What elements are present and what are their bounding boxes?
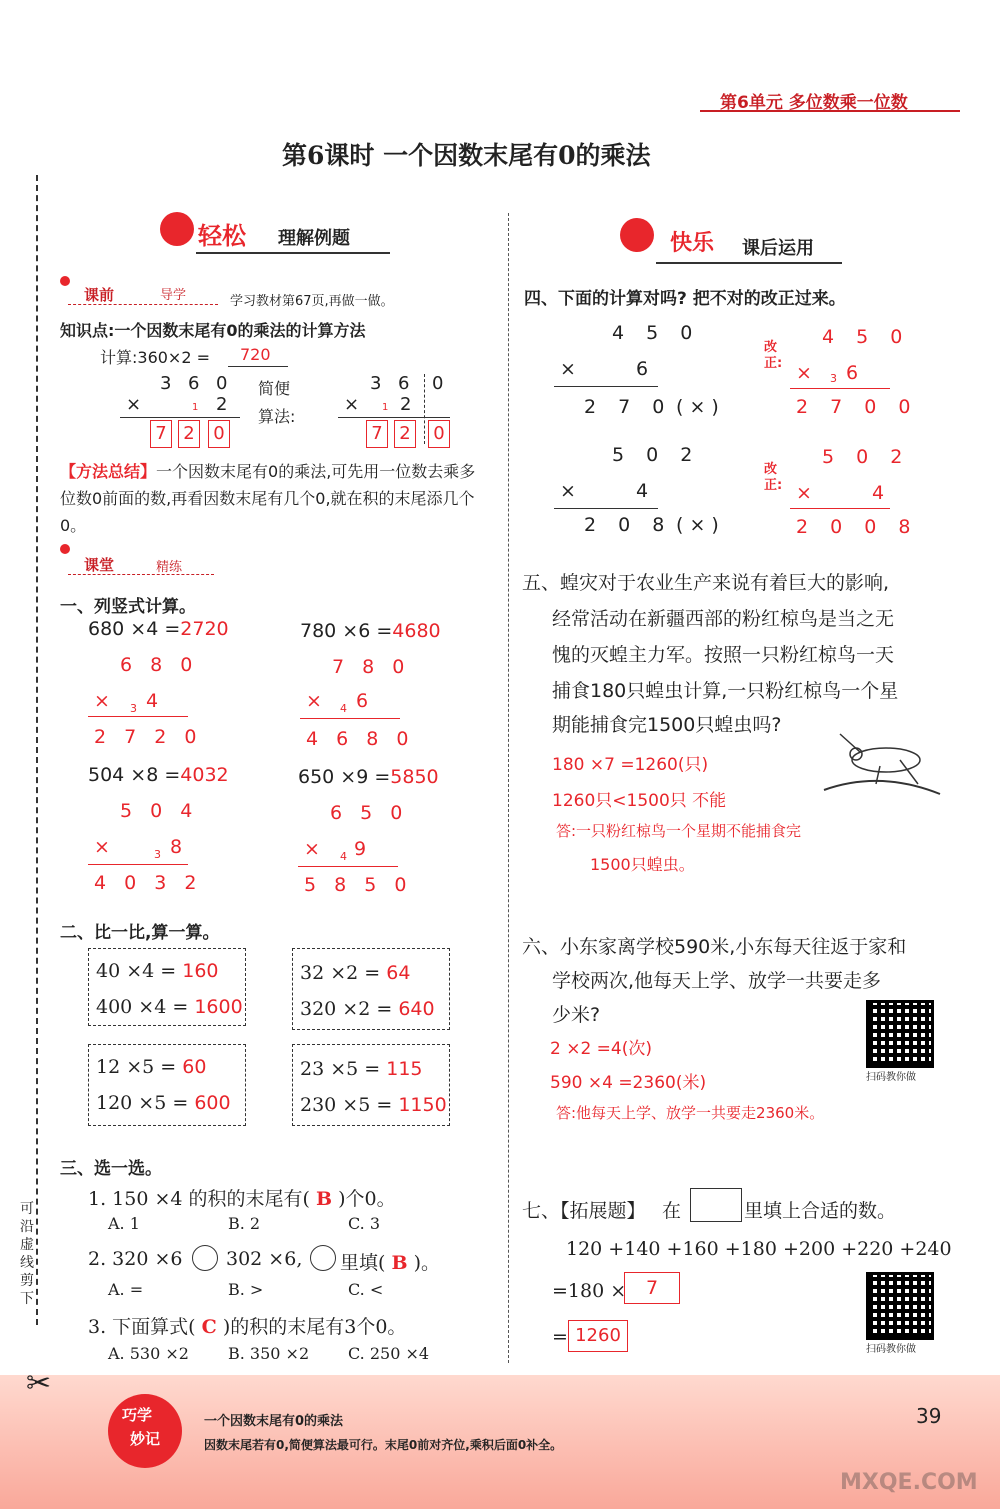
q4b-fix-res: 2 0 0 8: [796, 516, 919, 538]
side-note: 可沿虚线剪下: [20, 1201, 34, 1307]
q3-2-end: [340, 1248, 440, 1275]
q2-1-b-ans: 1600: [194, 996, 243, 1018]
page-number: 39: [916, 1404, 942, 1428]
q2-4-a: [300, 1058, 423, 1080]
tag-class-sub: 精练: [156, 560, 183, 575]
tag-preview-sub: 导学: [160, 288, 187, 303]
q3-2-ans: B: [391, 1252, 408, 1274]
q4b-top: 5 0 2: [612, 444, 701, 466]
q1-2-rule: [300, 718, 400, 719]
q1-2-expr: [300, 620, 441, 642]
q3-2-opt-a: A. =: [108, 1280, 144, 1299]
calc-underline: [228, 366, 288, 367]
q2-4-a-ans: 115: [386, 1058, 423, 1080]
q6-title: 六、小东家离学校590米,小东每天往返于家和: [522, 936, 907, 958]
q3-title: 三、选一选。: [60, 1159, 162, 1179]
q3-2-close: )。: [413, 1252, 440, 1274]
tag-rule-2: [68, 574, 214, 575]
section-title-right: 课后运用: [742, 238, 814, 259]
q1-3-mult: ×: [94, 836, 110, 858]
vb-mult-digit: 2: [400, 394, 412, 415]
q6-ans-3: 答:他每天上学、放学一共要走2360米。: [556, 1104, 825, 1122]
boy-icon-right: [620, 218, 654, 252]
q3-2-mid: 302 ×6,: [226, 1248, 303, 1270]
q3-3-text: 3. 下面算式(: [88, 1316, 196, 1338]
q4b-fix-digit: 4: [872, 482, 885, 504]
q2-1-a-expr: 40 ×4 =: [96, 960, 177, 982]
q1-4-top: 6 5 0: [330, 802, 409, 824]
q5-line-3: 捕食180只蝗虫计算,一只粉红椋鸟一个星: [552, 680, 899, 702]
q5-title: 五、蝗灾对于农业生产来说有着巨大的影响,: [522, 572, 890, 594]
qr-caption-2: 扫码教你做: [866, 1344, 916, 1355]
q7-expr: 120 +140 +160 +180 +200 +220 +240: [566, 1238, 952, 1260]
vb-top-3: 0: [432, 373, 444, 394]
q4a-fix-label: 改正:: [764, 340, 783, 371]
q2-2-b: [300, 998, 435, 1020]
q5-line-4: 期能捕食完1500只蝗虫吗?: [552, 714, 782, 736]
q6-ans-1: 2 ×2 =4(次): [550, 1039, 653, 1059]
q3-1: [88, 1184, 396, 1211]
q2-2-b-ans: 640: [398, 998, 435, 1020]
q4a-fix-carry: 3: [830, 372, 837, 385]
q4a-res: 2 7 0: [584, 396, 673, 418]
q1-3-digit: 8: [170, 836, 183, 858]
vb-carry: 1: [382, 402, 389, 413]
q2-4-a-expr: 23 ×5 =: [300, 1058, 381, 1080]
q2-4-b-expr: 230 ×5 =: [300, 1094, 393, 1116]
vb-divider: [424, 374, 425, 444]
simple-label2: 算法:: [258, 407, 296, 426]
q1-2-res: 4 6 8 0: [306, 728, 415, 750]
q4b-fix-top: 5 0 2: [822, 446, 911, 468]
q1-3-rule: [88, 864, 188, 865]
scissors-icon: ✂: [26, 1366, 52, 1401]
q2-3-b-expr: 120 ×5 =: [96, 1092, 189, 1114]
page-title: 第6课时 一个因数末尾有0的乘法: [282, 141, 651, 170]
q4b-mult: ×: [560, 480, 576, 502]
q4b-res: 2 0 8: [584, 514, 673, 536]
vb-res-2: 2: [394, 420, 416, 448]
vb-top-1: 3: [370, 373, 382, 394]
q1-1-ans: 2720: [180, 618, 229, 640]
q4a-fix-res: 2 7 0 0: [796, 396, 919, 418]
q1-3-res: 4 0 3 2: [94, 872, 203, 894]
q1-3-expr-text: 504 ×8 =: [88, 764, 181, 786]
q4a-top: 4 5 0: [612, 322, 701, 344]
q2-2-a: [300, 962, 410, 984]
q7-text-a: 在: [662, 1200, 682, 1222]
q2-title: 二、比一比,算一算。: [60, 923, 220, 943]
q6-line-2: 少米?: [552, 1004, 601, 1026]
q2-3-a: [96, 1056, 206, 1078]
q1-1-expr-text: 680 ×4 =: [88, 618, 181, 640]
q2-2-a-expr: 32 ×2 =: [300, 962, 381, 984]
tag-class: 课堂: [84, 556, 115, 574]
calc-label: 计算:360×2 =: [100, 348, 211, 367]
q2-4-b: [300, 1094, 447, 1116]
q5-ans-2: 1260只<1500只 不能: [552, 791, 727, 811]
section-badge-right: 快乐: [670, 231, 715, 256]
q1-4-digit: 9: [354, 838, 367, 860]
q5-ans-3: 答:一只粉红椋鸟一个星期不能捕食完: [556, 822, 802, 840]
q1-1-rule: [88, 716, 188, 717]
tag-dot-2: [60, 544, 70, 554]
q7-ans-2: 1260: [568, 1320, 628, 1352]
cut-line: [36, 175, 38, 1325]
va-carry: 1: [192, 402, 199, 413]
footer-title: 一个因数末尾有0的乘法: [204, 1414, 344, 1429]
q3-3-ans: C: [201, 1316, 217, 1338]
q3-1-opt-b: B. 2: [228, 1214, 261, 1233]
q7-blank-box: [690, 1188, 742, 1222]
tag-preview: 课前: [84, 286, 115, 304]
q2-3-b-ans: 600: [194, 1092, 231, 1114]
q4a-fix-digit: 6: [846, 362, 859, 384]
vb-rule: [338, 417, 450, 418]
q1-4-res: 5 8 5 0: [304, 874, 413, 896]
q3-1-text: 1. 150 ×4 的积的末尾有(: [88, 1188, 310, 1210]
q1-title: 一、列竖式计算。: [60, 597, 196, 617]
q5-ans-4: 1500只蝗虫。: [590, 855, 695, 874]
q1-1-digit: 4: [146, 690, 159, 712]
q7-text-b: 里填上合适的数。: [744, 1200, 897, 1222]
q3-1-opt-c: C. 3: [348, 1214, 381, 1233]
q2-3-b: [96, 1092, 231, 1114]
tip-badge-2: 妙记: [130, 1430, 161, 1448]
q4a-mult: ×: [560, 358, 576, 380]
q1-3-ans: 4032: [180, 764, 229, 786]
q1-4-rule: [298, 866, 398, 867]
q4b-mark: ( × ): [676, 514, 719, 536]
q4b-fix-label: 改正:: [764, 462, 783, 493]
section-badge-left: 轻松: [198, 222, 246, 250]
boy-icon: [160, 212, 194, 246]
tip-badge-1: 巧学: [122, 1406, 153, 1424]
q6-line-1: 学校两次,他每天上学、放学一共要走多: [552, 970, 882, 992]
q2-4-b-ans: 1150: [398, 1094, 447, 1116]
q4b-fix-rule: [790, 508, 890, 509]
section-underline-right: [656, 262, 842, 264]
q4a-fix-top: 4 5 0: [822, 326, 911, 348]
q3-2-lhs: 2. 320 ×6: [88, 1248, 183, 1270]
q4-title: 四、下面的计算对吗? 把不对的改正过来。: [524, 289, 846, 309]
q4a-mark: ( × ): [676, 396, 719, 418]
header-rule: [700, 110, 960, 112]
q3-2-opt-b: B. >: [228, 1280, 264, 1299]
grasshopper-icon: [820, 730, 944, 804]
vb-top-2: 6: [398, 373, 410, 394]
simple-label: 简便: [258, 379, 291, 398]
q1-1-expr: [88, 618, 229, 640]
q3-1-opt-a: A. 1: [108, 1214, 140, 1233]
q2-3-a-expr: 12 ×5 =: [96, 1056, 177, 1078]
q4b-rule: [554, 508, 658, 509]
va-res-2: 2: [178, 420, 200, 448]
q2-1-b-expr: 400 ×4 =: [96, 996, 189, 1018]
q1-1-top: 6 8 0: [120, 654, 199, 676]
q3-3-end: )的积的末尾有3个0。: [222, 1316, 407, 1338]
q5-line-1: 经常活动在新疆西部的粉红椋鸟是当之无: [552, 608, 895, 630]
q4a-rule: [554, 386, 658, 387]
q3-3: [88, 1312, 406, 1339]
section-underline: [196, 252, 390, 254]
q2-1-a-ans: 160: [182, 960, 219, 982]
va-rule: [120, 417, 240, 418]
q5-ans-1: 180 ×7 =1260(只): [552, 755, 709, 775]
tag-rule: [68, 304, 218, 305]
q1-4-expr-text: 650 ×9 =: [298, 766, 391, 788]
va-top-1: 3: [160, 373, 172, 394]
q4b-fix-mult: ×: [796, 482, 812, 504]
q1-2-expr-text: 780 ×6 =: [300, 620, 393, 642]
q3-1-ans: B: [315, 1188, 333, 1210]
q2-1-b: [96, 996, 243, 1018]
qr-code-icon-2[interactable]: [866, 1272, 934, 1340]
q3-3-opt-a: A. 530 ×2: [108, 1344, 189, 1363]
q4a-fix-mult: ×: [796, 362, 812, 384]
compare-circle-1: [192, 1245, 218, 1271]
q1-2-digit: 6: [356, 690, 369, 712]
va-mult-digit: 2: [216, 394, 228, 415]
q2-3-a-ans: 60: [182, 1056, 207, 1078]
q1-3-expr: [88, 764, 229, 786]
q6-ans-2: 590 ×4 =2360(米): [550, 1073, 707, 1093]
unit-header: 第6单元 多位数乘一位数: [720, 93, 908, 113]
vb-res-3: 0: [428, 420, 450, 448]
q1-4-expr: [298, 766, 439, 788]
q1-4-mult: ×: [304, 838, 320, 860]
method-summary: [60, 458, 490, 539]
qr-caption: 扫码教你做: [866, 1072, 916, 1083]
q2-2-b-expr: 320 ×2 =: [300, 998, 393, 1020]
vb-res-1: 7: [366, 420, 388, 448]
preview-note: 学习教材第67页,再做一做。: [230, 294, 394, 309]
q7-line2: =180 ×: [552, 1280, 627, 1302]
q1-2-top: 7 8 0: [332, 656, 411, 678]
knowledge-point: 知识点:一个因数末尾有0的乘法的计算方法: [60, 321, 366, 340]
q1-4-ans: 5850: [390, 766, 439, 788]
va-res-3: 0: [208, 420, 230, 448]
q7-title: 七、【拓展题】: [522, 1200, 646, 1222]
va-res-1: 7: [150, 420, 172, 448]
q1-1-mult: ×: [94, 690, 110, 712]
q3-3-opt-c: C. 250 ×4: [348, 1344, 430, 1363]
q5-line-2: 愧的灭蝗主力军。按照一只粉红椋鸟一天: [552, 644, 895, 666]
q3-2-opt-c: C. <: [348, 1280, 384, 1299]
method-text: 一个因数末尾有0的乘法,可先用一位数去乘多位数0前面的数,再看因数末尾有几个0,就在积的末尾添几个0。: [60, 462, 476, 535]
q4a-fix-rule: [790, 388, 890, 389]
q7-ans-1: 7: [624, 1272, 680, 1304]
q3-3-opt-b: B. 350 ×2: [228, 1344, 310, 1363]
calc-answer: 720: [240, 345, 271, 364]
va-top-2: 6: [188, 373, 200, 394]
qr-code-icon[interactable]: [866, 1000, 934, 1068]
footer-rhyme: 因数末尾若有0,简便算法最可行。末尾0前对齐位,乘积后面0补全。: [204, 1438, 563, 1452]
q2-2-a-ans: 64: [386, 962, 411, 984]
method-title: 【方法总结】: [60, 462, 157, 481]
q3-2-end-text: 里填(: [340, 1252, 386, 1274]
q3-1-end: )个0。: [338, 1188, 396, 1210]
q1-3-carry: 3: [154, 848, 161, 861]
q1-2-mult: ×: [306, 690, 322, 712]
compare-circle-2: [310, 1245, 336, 1271]
q4a-digit: 6: [636, 358, 649, 380]
q1-1-res: 2 7 2 0: [94, 726, 203, 748]
va-mult: ×: [126, 394, 142, 415]
q1-1-carry: 3: [130, 702, 137, 715]
vb-mult: ×: [344, 394, 360, 415]
tag-dot: [60, 276, 70, 286]
va-top-3: 0: [216, 373, 228, 394]
column-divider: [508, 213, 509, 1363]
q1-3-top: 5 0 4: [120, 800, 199, 822]
q4b-digit: 4: [636, 480, 649, 502]
q1-2-ans: 4680: [392, 620, 441, 642]
section-title-left: 理解例题: [278, 228, 350, 249]
q1-4-carry: 4: [340, 850, 347, 863]
q2-1-a: [96, 960, 219, 982]
watermark: MXQE.COM: [840, 1470, 978, 1495]
q1-2-carry: 4: [340, 702, 347, 715]
q7-line3: =: [552, 1326, 568, 1348]
